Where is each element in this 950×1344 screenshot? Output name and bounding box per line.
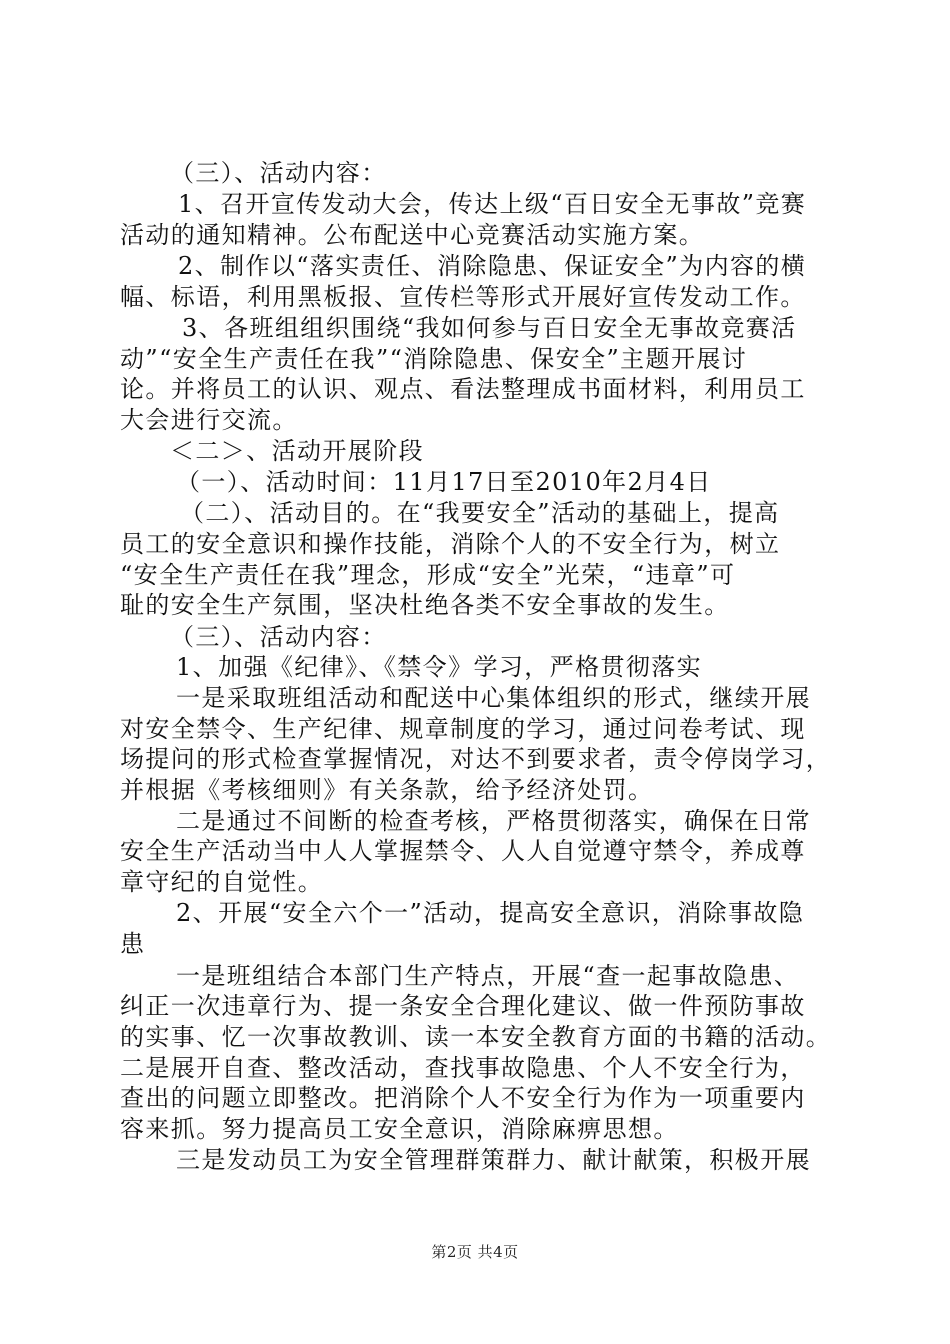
paragraph-line: 安全生产活动当中人人掌握禁令、人人自觉遵守禁令，养成尊	[120, 837, 806, 865]
paragraph-line: 论。并将员工的认识、观点、看法整理成书面材料，利用员工	[120, 375, 806, 403]
paragraph-line: “安全生产责任在我”理念，形成“安全”光荣，“违章”可	[120, 561, 736, 589]
paragraph-line: 对安全禁令、生产纪律、规章制度的学习，通过问卷考试、现	[120, 715, 806, 743]
paragraph-line: 三是发动员工为安全管理群策群力、献计献策，积极开展	[176, 1146, 811, 1174]
paragraph-line: 1、加强《纪律》、《禁令》学习，严格贯彻落实	[176, 653, 703, 681]
paragraph-line: （二）、活动目的。在“我要安全”活动的基础上，提高	[180, 499, 780, 527]
paragraph-line: 活动的通知精神。公布配送中心竞赛活动实施方案。	[120, 221, 705, 249]
section-heading: （三）、活动内容：	[170, 623, 387, 651]
paragraph-line: 二是通过不间断的检查考核，严格贯彻落实，确保在日常	[176, 807, 811, 835]
page-number-footer: 第2页 共4页	[431, 1243, 519, 1261]
paragraph-line: 章守纪的自觉性。	[120, 868, 324, 896]
section-heading: （三）、活动内容：	[170, 159, 387, 187]
paragraph-line: 1、召开宣传发动大会，传达上级“百日安全无事故”竞赛	[178, 190, 807, 218]
paragraph-line: 一是采取班组活动和配送中心集体组织的形式，继续开展	[176, 684, 811, 712]
paragraph-line: 2、制作以“落实责任、消除隐患、保证安全”为内容的横	[178, 252, 807, 280]
paragraph-line: 容来抓。努力提高员工安全意识，消除麻痹思想。	[120, 1115, 679, 1143]
paragraph-line: 动”“安全生产责任在我”“消除隐患、保安全”主题开展讨	[120, 345, 748, 373]
paragraph-line: 3、各班组组织围绕“我如何参与百日安全无事故竞赛活	[182, 314, 797, 342]
paragraph-line: 查出的问题立即整改。把消除个人不安全行为作为一项重要内	[120, 1084, 806, 1112]
paragraph-line: 耻的安全生产氛围，坚决杜绝各类不安全事故的发生。	[120, 591, 730, 619]
paragraph-line: 并根据《考核细则》有关条款，给予经济处罚。	[120, 776, 654, 804]
paragraph-line: （一）、活动时间：11月17日至2010年2月4日	[176, 468, 712, 496]
paragraph-line: 员工的安全意识和操作技能，消除个人的不安全行为，树立	[120, 530, 781, 558]
paragraph-line: 一是班组结合本部门生产特点，开展“查一起事故隐患、	[176, 962, 800, 990]
paragraph-line: 幅、标语，利用黑板报、宣传栏等形式开展好宣传发动工作。	[120, 283, 806, 311]
paragraph-line: 纠正一次违章行为、提一条安全合理化建议、做一件预防事故	[120, 992, 806, 1020]
paragraph-line: 患	[120, 930, 146, 958]
paragraph-line: 二是展开自查、整改活动，查找事故隐患、个人不安全行为，	[120, 1054, 806, 1082]
paragraph-line: 2、开展“安全六个一”活动，提高安全意识，消除事故隐	[176, 899, 805, 927]
stage-heading: ＜二＞、活动开展阶段	[170, 437, 424, 465]
paragraph-line: 场提问的形式检查掌握情况，对达不到要求者，责令停岗学习，	[120, 745, 832, 773]
paragraph-line: 的实事、忆一次事故教训、读一本安全教育方面的书籍的活动。	[120, 1023, 832, 1051]
paragraph-line: 大会进行交流。	[120, 406, 298, 434]
